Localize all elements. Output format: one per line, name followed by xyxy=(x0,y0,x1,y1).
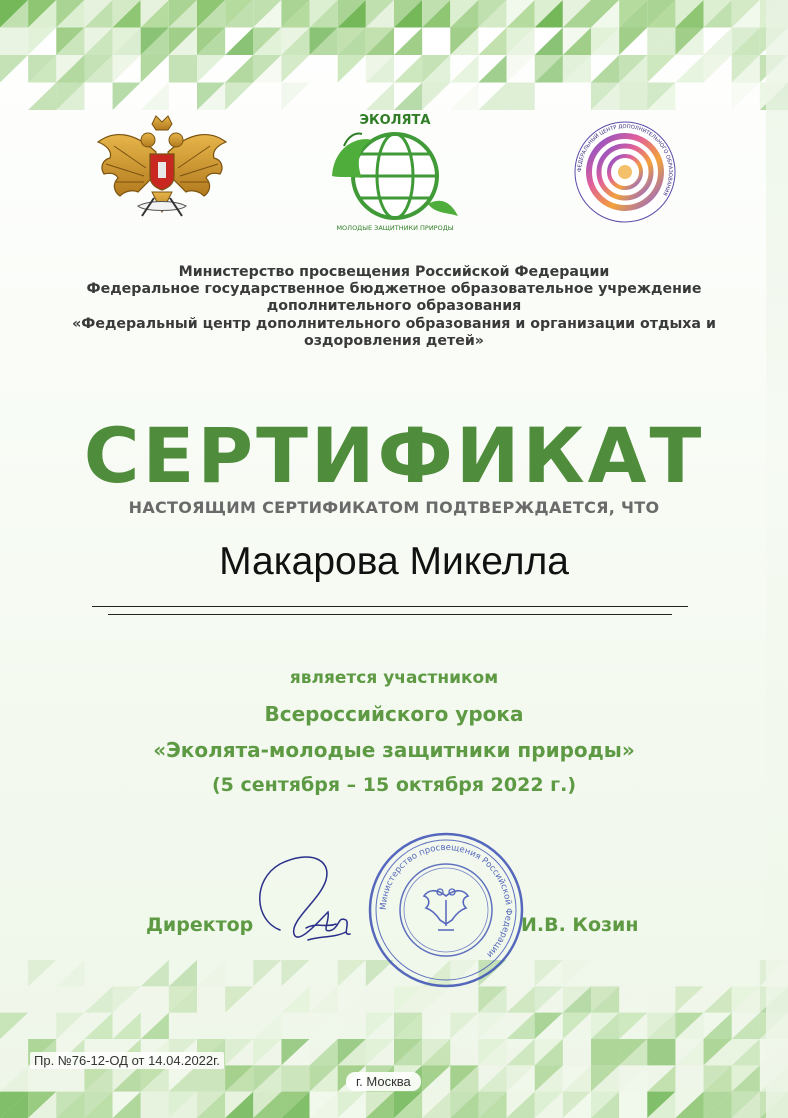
pattern-triangle xyxy=(704,55,732,83)
pattern-triangle xyxy=(507,1092,535,1118)
pattern-triangle xyxy=(507,986,535,1012)
pattern-triangle xyxy=(732,1013,760,1039)
pattern-triangle xyxy=(197,960,225,986)
pattern-triangle xyxy=(310,986,338,1012)
pattern-triangle xyxy=(253,960,281,986)
pattern-triangle xyxy=(394,28,422,56)
pattern-triangle xyxy=(422,986,450,1012)
pattern-triangle xyxy=(704,28,732,56)
pattern-triangle xyxy=(732,960,760,986)
pattern-triangle xyxy=(338,55,366,83)
pattern-triangle xyxy=(281,55,309,83)
pattern-triangle xyxy=(113,1013,141,1039)
name-underline-second xyxy=(108,614,672,615)
organization-block xyxy=(40,264,748,350)
pattern-triangle xyxy=(28,83,56,111)
lesson-dates: (5 сентября – 15 октября 2022 г.) xyxy=(211,774,577,796)
pattern-triangle xyxy=(141,960,169,986)
stamp-ring-text: Министерство просвещения Российской Федерации xyxy=(378,842,514,960)
org-line-2: Федеральное государственное бюджетное образовательное учреждение xyxy=(86,281,702,298)
confirm-text: НАСТОЯЩИМ СЕРТИФИКАТОМ ПОДТВЕРЖДАЕТСЯ, ЧТО xyxy=(128,498,660,517)
pattern-triangle xyxy=(253,1013,281,1039)
pattern-triangle xyxy=(535,986,563,1012)
pattern-triangle xyxy=(450,55,478,83)
pattern-triangle xyxy=(619,1013,647,1039)
pattern-triangle xyxy=(675,1092,703,1118)
pattern-triangle xyxy=(563,1013,591,1039)
pattern-triangle xyxy=(281,960,309,986)
pattern-triangle xyxy=(619,28,647,56)
pattern-triangle xyxy=(591,55,619,83)
pattern-triangle xyxy=(0,1065,28,1091)
pattern-triangle xyxy=(732,83,760,111)
director-signature xyxy=(250,850,380,960)
pattern-triangle xyxy=(507,1039,535,1065)
pattern-triangle xyxy=(141,1013,169,1039)
eco-logo-text: ЭКОЛЯТА xyxy=(359,113,431,128)
pattern-triangle xyxy=(310,1013,338,1039)
pattern-triangle xyxy=(394,55,422,83)
director-name: И.В. Козин xyxy=(521,914,639,936)
pattern-triangle xyxy=(84,986,112,1012)
pattern-triangle xyxy=(507,55,535,83)
recipient-name: Макарова Микелла xyxy=(219,540,569,583)
pattern-triangle xyxy=(647,55,675,83)
fcdo-ring-text: ФЕДЕРАЛЬНЫЙ ЦЕНТР ДОПОЛНИТЕЛЬНОГО ОБРАЗОВАНИЯ xyxy=(576,123,674,197)
pattern-triangle xyxy=(366,1013,394,1039)
pattern-triangle xyxy=(704,986,732,1012)
pattern-triangle xyxy=(422,1092,450,1118)
pattern-triangle xyxy=(675,55,703,83)
pattern-triangle xyxy=(507,1013,535,1039)
stamp-eagle-icon xyxy=(424,889,468,930)
org-line-5: оздоровления детей» xyxy=(304,332,484,349)
name-underline xyxy=(92,606,688,607)
pattern-triangle xyxy=(478,83,506,111)
lesson-title-line-1: Всероссийского урока xyxy=(264,702,524,726)
pattern-triangle xyxy=(113,55,141,83)
city-label: г. Москва xyxy=(346,1072,421,1091)
director-label: Директор xyxy=(146,914,254,936)
org-line-1: Министерство просвещения Российской Федерации xyxy=(178,264,610,280)
pattern-triangle xyxy=(28,960,56,986)
pattern-triangle xyxy=(0,55,28,83)
pattern-triangle xyxy=(675,1039,703,1065)
order-number: Пр. №76-12-ОД от 14.04.2022г. xyxy=(30,1052,224,1069)
pattern-triangle xyxy=(675,986,703,1012)
pattern-triangle xyxy=(28,28,56,56)
pattern-triangle xyxy=(141,83,169,111)
pattern-triangle xyxy=(56,1013,84,1039)
pattern-triangle xyxy=(366,1039,394,1065)
pattern-triangle xyxy=(225,986,253,1012)
fcdo-logo-icon xyxy=(560,116,690,228)
pattern-triangle xyxy=(338,960,366,986)
pattern-triangle xyxy=(647,1065,675,1091)
pattern-triangle xyxy=(535,28,563,56)
pattern-triangle xyxy=(0,1013,28,1039)
pattern-triangle xyxy=(563,960,591,986)
pattern-triangle xyxy=(141,55,169,83)
org-line-4: «Федеральный центр дополнительного образования и организации отдыха и xyxy=(72,315,716,332)
pattern-triangle xyxy=(225,28,253,56)
eco-logo-subtext: МОЛОДЫЕ ЗАЩИТНИКИ ПРИРОДЫ xyxy=(336,224,454,232)
pattern-triangle xyxy=(225,83,253,111)
pattern-triangle xyxy=(338,986,366,1012)
pattern-triangle xyxy=(619,986,647,1012)
top-triangle-pattern xyxy=(0,0,788,110)
pattern-triangle xyxy=(422,1065,450,1091)
pattern-triangle xyxy=(310,1092,338,1118)
pattern-triangle xyxy=(422,1013,450,1039)
ecolyata-logo-icon xyxy=(328,106,462,234)
pattern-triangle xyxy=(281,83,309,111)
pattern-triangle xyxy=(478,1065,506,1091)
pattern-triangle xyxy=(478,28,506,56)
pattern-triangle xyxy=(253,1039,281,1065)
org-line-3: дополнительного образования xyxy=(266,298,522,315)
pattern-triangle xyxy=(535,960,563,986)
pattern-triangle xyxy=(225,55,253,83)
pattern-triangle xyxy=(619,1065,647,1091)
pattern-triangle xyxy=(535,1092,563,1118)
pattern-triangle xyxy=(113,83,141,111)
member-text: является участником xyxy=(289,668,499,688)
pattern-triangle xyxy=(281,986,309,1012)
pattern-triangle xyxy=(310,1039,338,1065)
pattern-triangle xyxy=(478,55,506,83)
pattern-triangle xyxy=(478,1013,506,1039)
pattern-triangle xyxy=(225,1039,253,1065)
pattern-triangle xyxy=(56,960,84,986)
pattern-triangle xyxy=(197,55,225,83)
pattern-triangle xyxy=(84,1013,112,1039)
certificate-title: СЕРТИФИКАТ xyxy=(83,411,705,500)
official-stamp xyxy=(366,830,526,990)
lesson-title-line-2: «Эколята-молодые защитники природы» xyxy=(153,738,635,762)
pattern-triangle xyxy=(450,1013,478,1039)
pattern-triangle xyxy=(113,986,141,1012)
coat-of-arms-eagle-icon xyxy=(94,112,230,227)
